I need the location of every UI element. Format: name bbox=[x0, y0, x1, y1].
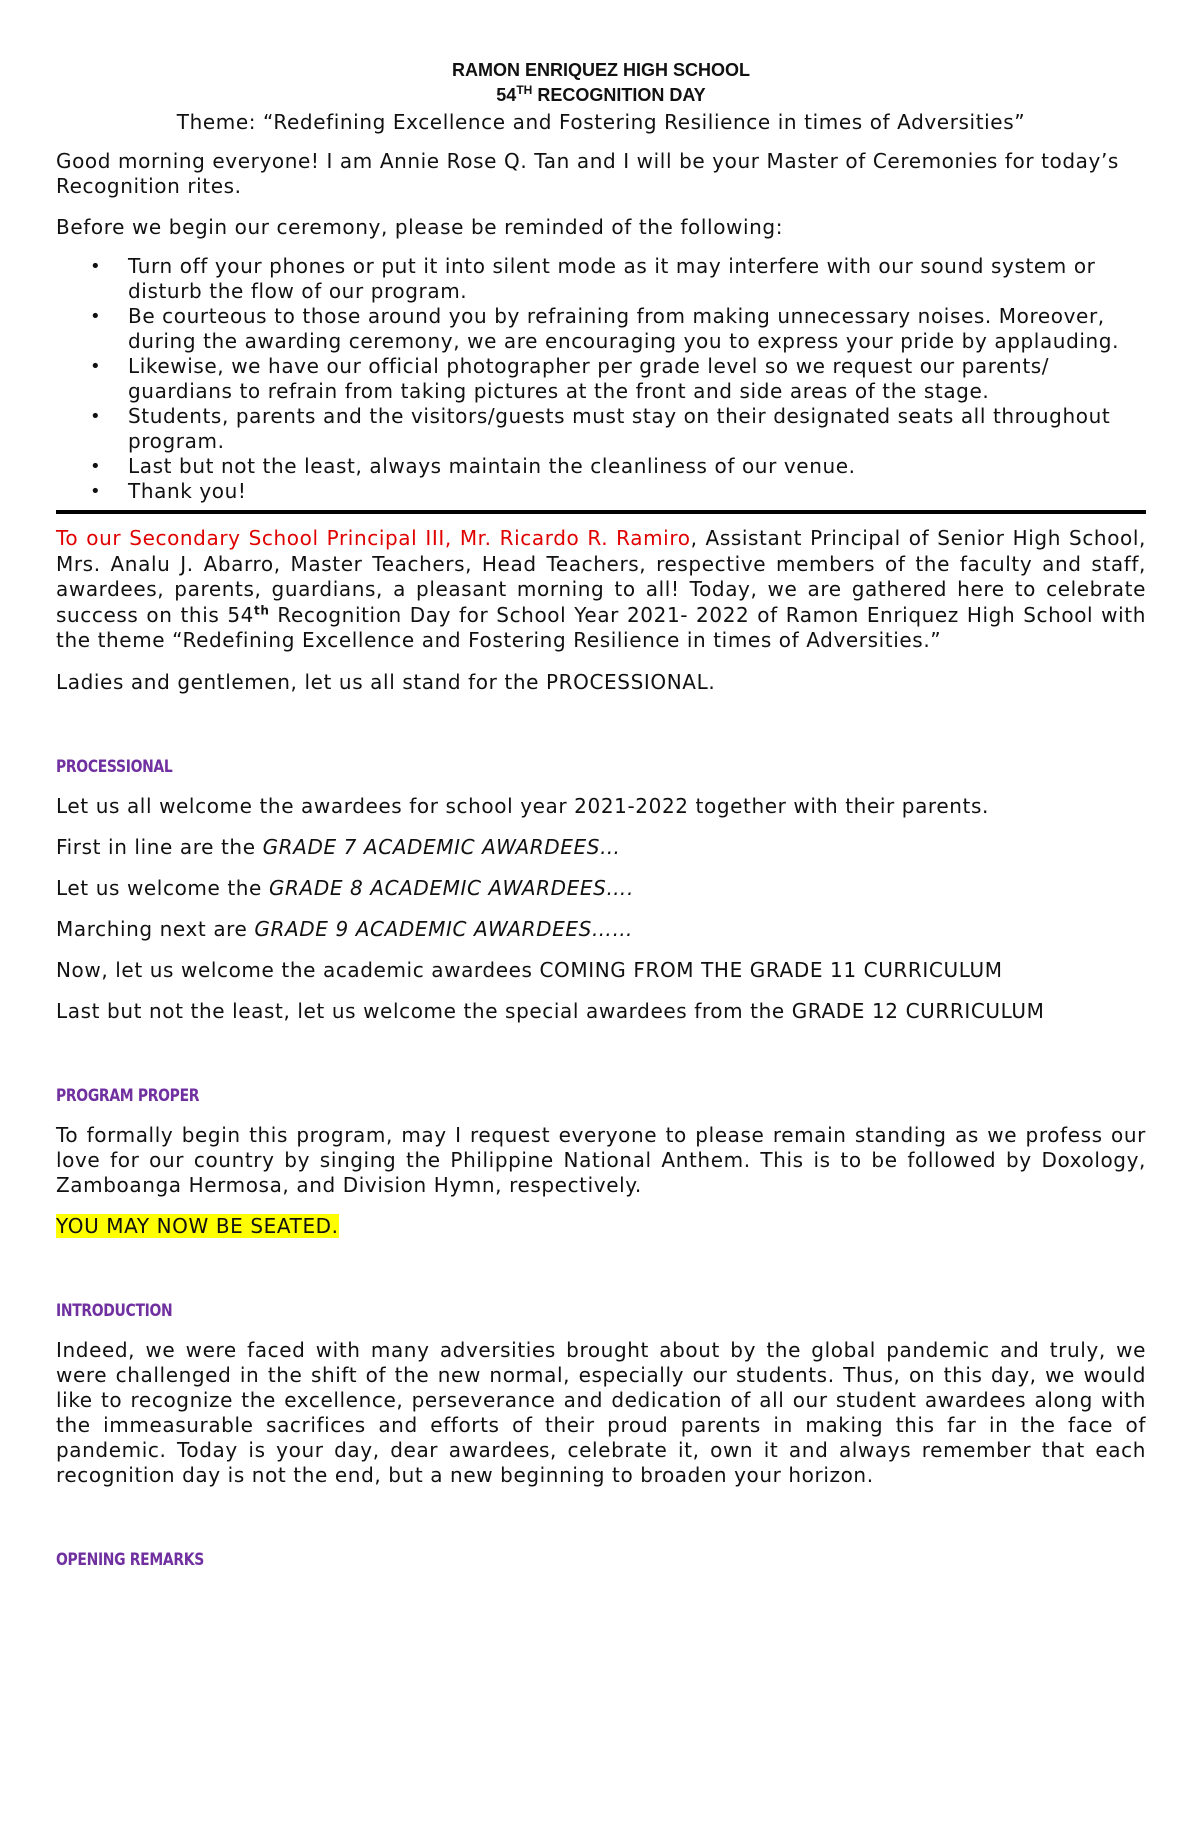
principal-salutation: To our Secondary School Principal III, Mr. Ricardo R. Ramiro bbox=[56, 526, 691, 550]
reminder-intro: Before we begin our ceremony, please be reminded of the following: bbox=[56, 215, 784, 239]
bullet-icon: • bbox=[90, 306, 102, 327]
processional-heading: PROCESSIONAL bbox=[56, 756, 173, 777]
program-proper-paragraph: To formally begin this program, may I request everyone to please remain standing as we profess our love for our country by singing the Philippine National Anthem. This is to be followed by Doxology, Zamboanga Hermosa, and Division Hymn, respectively. bbox=[56, 1122, 1146, 1197]
list-item: • Be courteous to those around you by refraining from making unnecessary noises. Moreover, during the awarding ceremony, we are encouraging you to express your pride by applauding. bbox=[90, 304, 1120, 353]
recognition-day-title bbox=[56, 83, 1146, 108]
theme-line: Theme: “Redefining Excellence and Fostering Resilience in times of Adversities” bbox=[176, 110, 1026, 134]
section-divider bbox=[56, 510, 1146, 514]
grade12-line: Last but not the least, let us welcome the special awardees from the GRADE 12 CURRICULUM bbox=[56, 998, 1045, 1023]
day-number: 54 bbox=[496, 85, 517, 105]
introduction-paragraph: Indeed, we were faced with many adversities brought about by the global pandemic and truly, we were challenged in the shift of the new normal, especially our students. Thus, on this day, we would like to recognize the excellence, perseverance and dedication of all our student awardees along with the immeasurable sacrifices and efforts of their proud parents in making this far in the face of pandemic. Today is your day, dear awardees, celebrate it, own it and always remember that each recognition day is not the end, but a new beginning to broaden your horizon. bbox=[56, 1337, 1146, 1487]
day-suffix: TH bbox=[516, 83, 533, 97]
list-item: • Students, parents and the visitors/guests must stay on their designated seats all throughout program. bbox=[90, 404, 1111, 453]
grade7-line: First in line are the GRADE 7 ACADEMIC AWARDEES… bbox=[56, 834, 621, 859]
list-item: • Thank you! bbox=[90, 479, 247, 503]
greeting-paragraph: Good morning everyone! I am Annie Rose Q. Tan and I will be your Master of Ceremonies for today’s Recognition rites. bbox=[56, 149, 1119, 198]
opening-remarks-heading: OPENING REMARKS bbox=[56, 1549, 204, 1570]
day-label: RECOGNITION DAY bbox=[532, 85, 706, 105]
reminder-list bbox=[56, 254, 1146, 504]
list-item: • Turn off your phones or put it into silent mode as it may interfere with our sound system or disturb the flow of our program. bbox=[90, 254, 1096, 303]
program-proper-heading: PROGRAM PROPER bbox=[56, 1085, 200, 1106]
grade9-line: Marching next are GRADE 9 ACADEMIC AWARDEES…… bbox=[56, 916, 634, 941]
seated-instruction: YOU MAY NOW BE SEATED. bbox=[56, 1213, 339, 1238]
bullet-icon: • bbox=[90, 406, 102, 427]
bullet-icon: • bbox=[90, 356, 102, 377]
bullet-icon: • bbox=[90, 456, 102, 477]
introduction-heading: INTRODUCTION bbox=[56, 1300, 173, 1321]
processional-welcome: Let us all welcome the awardees for school year 2021-2022 together with their parents. bbox=[56, 793, 989, 818]
bullet-icon: • bbox=[90, 256, 102, 277]
welcome-paragraph: To our Secondary School Principal III, Mr. Ricardo R. Ramiro, Assistant Principal of Senior High School, Mrs. Analu J. Abarro, Master Teachers, Head Teachers, respective members of the faculty and staff, awardees, parents, guardians, a pleasant morning to all! Today, we are gathered here to celebrate success on this 54th Recognition Day for School Year 2021- 2022 of Ramon Enriquez High School with the theme “Redefining Excellence and Fostering Resilience in times of Adversities.” bbox=[56, 526, 1146, 652]
bullet-icon: • bbox=[90, 481, 102, 502]
stand-instruction: Ladies and gentlemen, let us all stand for the PROCESSIONAL. bbox=[56, 669, 716, 694]
grade11-line: Now, let us welcome the academic awardees COMING FROM THE GRADE 11 CURRICULUM bbox=[56, 957, 1003, 982]
list-item: • Likewise, we have our official photographer per grade level so we request our parents/ guardians to refrain from taking pictures at the front and side areas of the stage. bbox=[90, 354, 1050, 403]
grade8-line: Let us welcome the GRADE 8 ACADEMIC AWARDEES…. bbox=[56, 875, 634, 900]
list-item: • Last but not the least, always maintain the cleanliness of our venue. bbox=[90, 454, 856, 478]
document-page bbox=[56, 58, 1146, 1573]
school-name: RAMON ENRIQUEZ HIGH SCHOOL bbox=[451, 60, 750, 80]
